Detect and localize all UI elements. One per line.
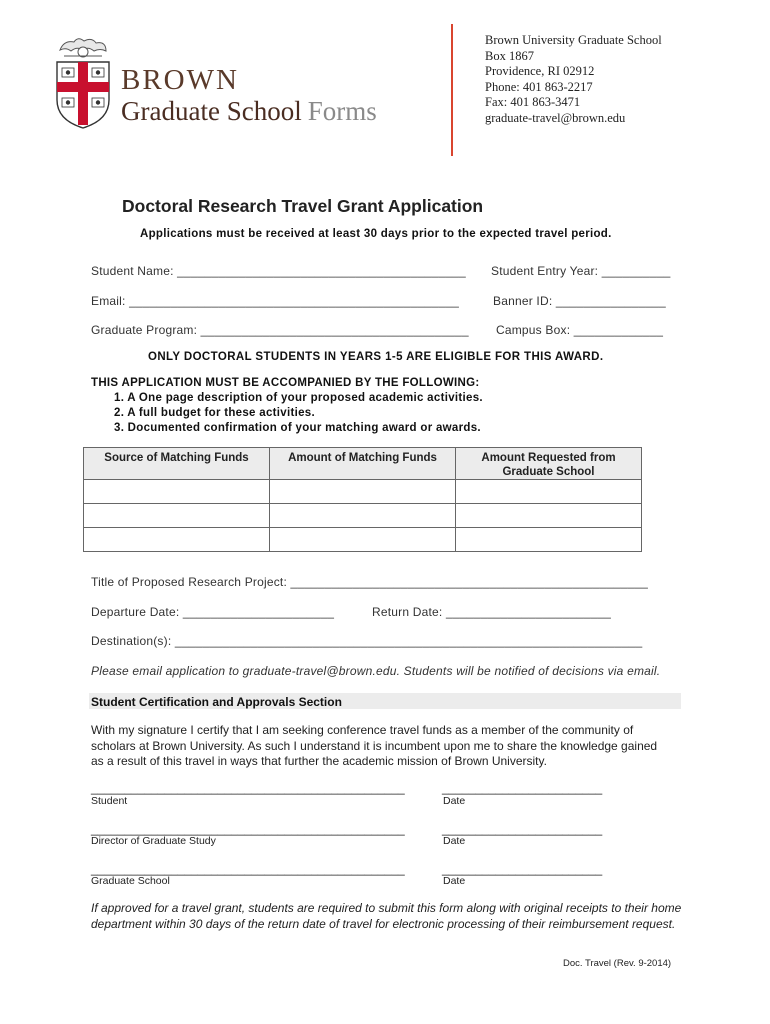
certification-statement: With my signature I certify that I am seeking conference travel funds as a member of the community of scholars at Brown University. As such I understand it is incumbent upon me to share the knowledge gained as a result of this travel in ways that further the academic mission of Brown University.	[91, 723, 658, 768]
column-header-requested: Amount Requested from Graduate School	[456, 448, 642, 480]
student-signature-line[interactable]: _______________________________________________	[91, 781, 405, 795]
destination-field[interactable]: Destination(s): ____________________________________________________________________	[91, 634, 643, 648]
date-label: Date	[443, 795, 466, 807]
table-cell-source[interactable]	[84, 528, 270, 552]
table-cell-requested[interactable]	[456, 528, 642, 552]
contact-address	[485, 33, 662, 126]
requirement-item: 2. A full budget for these activities.	[114, 407, 315, 419]
table-cell-source[interactable]	[84, 504, 270, 528]
requirements-heading: THIS APPLICATION MUST BE ACCOMPANIED BY THE FOLLOWING:	[91, 377, 480, 389]
requirement-item: 1. A One page description of your proposed academic activities.	[114, 392, 483, 404]
project-title-field[interactable]: Title of Proposed Research Project: ____________________________________________________	[91, 575, 648, 589]
date-label: Date	[443, 835, 466, 847]
reimbursement-note: If approved for a travel grant, students are required to submit this form along with original receipts to their home department within 30 days of the return date of travel for electronic processing of their reimbursement request.	[91, 901, 682, 931]
table-cell-amount[interactable]	[270, 528, 456, 552]
banner-id-field[interactable]: Banner ID: ________________	[493, 294, 666, 308]
document-revision: Doc. Travel (Rev. 9-2014)	[563, 958, 672, 969]
form-title: Doctoral Research Travel Grant Application	[122, 196, 484, 216]
brown-shield-logo	[54, 38, 112, 135]
brand-subtitle	[121, 96, 377, 127]
table-cell-requested[interactable]	[456, 480, 642, 504]
graduate-school-date-line[interactable]: ________________________	[442, 862, 603, 876]
email-field[interactable]: Email: ________________________________________________	[91, 294, 460, 308]
return-date-field[interactable]: Return Date: ________________________	[372, 605, 611, 619]
email-instructions: Please email application to graduate-travel@brown.edu. Students will be notified of decisions via email.	[91, 664, 661, 678]
table-cell-source[interactable]	[84, 480, 270, 504]
table-header-row	[84, 448, 642, 480]
brand-name: BROWN	[121, 64, 239, 96]
column-header-amount: Amount of Matching Funds	[270, 448, 456, 480]
departure-date-field[interactable]: Departure Date: ______________________	[91, 605, 335, 619]
brand-graduate-school: Graduate School	[121, 96, 302, 126]
address-line: Box 1867	[485, 48, 534, 63]
student-signature-label: Student	[91, 795, 128, 807]
table-row	[84, 480, 642, 504]
campus-box-field[interactable]: Campus Box: _____________	[496, 323, 664, 337]
eligibility-notice: ONLY DOCTORAL STUDENTS IN YEARS 1-5 ARE ELIGIBLE FOR THIS AWARD.	[148, 351, 604, 363]
date-label: Date	[443, 875, 466, 887]
address-email: graduate-travel@brown.edu	[485, 110, 626, 125]
table-row	[84, 528, 642, 552]
matching-funds-table	[83, 447, 642, 552]
student-name-field[interactable]: Student Name: __________________________________________	[91, 264, 466, 278]
column-header-source: Source of Matching Funds	[84, 448, 270, 480]
table-cell-requested[interactable]	[456, 504, 642, 528]
student-entry-year-field[interactable]: Student Entry Year: __________	[491, 264, 671, 278]
director-signature-label: Director of Graduate Study	[91, 835, 216, 847]
address-line: Brown University Graduate School	[485, 33, 662, 47]
table-cell-amount[interactable]	[270, 504, 456, 528]
certification-section-title: Student Certification and Approvals Section	[91, 695, 342, 709]
brand-forms: Forms	[307, 96, 377, 126]
address-fax: Fax: 401 863-3471	[485, 95, 581, 109]
form-deadline-note: Applications must be received at least 30 days prior to the expected travel period.	[140, 228, 612, 240]
table-row	[84, 504, 642, 528]
requirement-item: 3. Documented confirmation of your matching award or awards.	[114, 422, 481, 434]
graduate-school-signature-line[interactable]: _______________________________________________	[91, 862, 405, 876]
header-divider	[451, 24, 453, 156]
director-signature-line[interactable]: _______________________________________________	[91, 822, 405, 836]
student-date-line[interactable]: ________________________	[442, 781, 603, 795]
address-phone: Phone: 401 863-2217	[485, 79, 593, 94]
table-cell-amount[interactable]	[270, 480, 456, 504]
address-line: Providence, RI 02912	[485, 64, 595, 78]
director-date-line[interactable]: ________________________	[442, 822, 603, 836]
graduate-school-signature-label: Graduate School	[91, 875, 170, 887]
graduate-program-field[interactable]: Graduate Program: _______________________________________	[91, 323, 469, 337]
